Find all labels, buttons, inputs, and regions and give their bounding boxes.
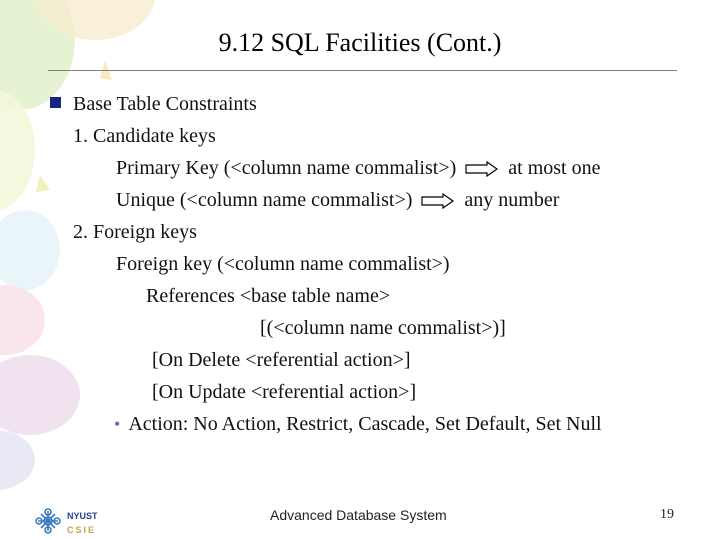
- implies-arrow-icon: [465, 161, 499, 177]
- slide-title: 9.12 SQL Facilities (Cont.): [218, 28, 502, 57]
- primary-key-result: at most one: [508, 157, 601, 179]
- item-candidate-keys: 1. Candidate keys: [73, 125, 216, 147]
- square-bullet-icon: [50, 97, 61, 108]
- implies-arrow-icon: [421, 193, 455, 209]
- line-primary-key: [116, 156, 600, 180]
- item-foreign-keys: 2. Foreign keys: [73, 221, 197, 243]
- line-foreign-key: Foreign key (<column name commalist>): [116, 253, 450, 275]
- unique-result: any number: [464, 189, 560, 211]
- action-text: Action: No Action, Restrict, Cascade, Set Default, Set Null: [128, 413, 602, 435]
- bullet-dot-icon: •: [114, 414, 121, 434]
- page-number: 19: [660, 507, 674, 522]
- line-action: [114, 412, 602, 436]
- line-on-update: [On Update <referential action>]: [152, 381, 417, 403]
- title-divider: [48, 70, 677, 71]
- nyust-csie-logo: [34, 505, 114, 539]
- logo-csie-text: CSIE: [67, 525, 97, 535]
- logo-nyust-text: NYUST: [67, 511, 98, 521]
- line-on-delete: [On Delete <referential action>]: [152, 349, 411, 371]
- primary-key-text: Primary Key (<column name commalist>): [116, 157, 457, 179]
- line-column-commalist: [(<column name commalist>)]: [260, 317, 506, 339]
- line-references: References <base table name>: [146, 285, 391, 307]
- line-unique: [116, 188, 559, 212]
- footer-text: Advanced Database System: [270, 507, 447, 523]
- bullet-base-table-constraints: Base Table Constraints: [73, 93, 257, 115]
- unique-text: Unique (<column name commalist>): [116, 189, 413, 211]
